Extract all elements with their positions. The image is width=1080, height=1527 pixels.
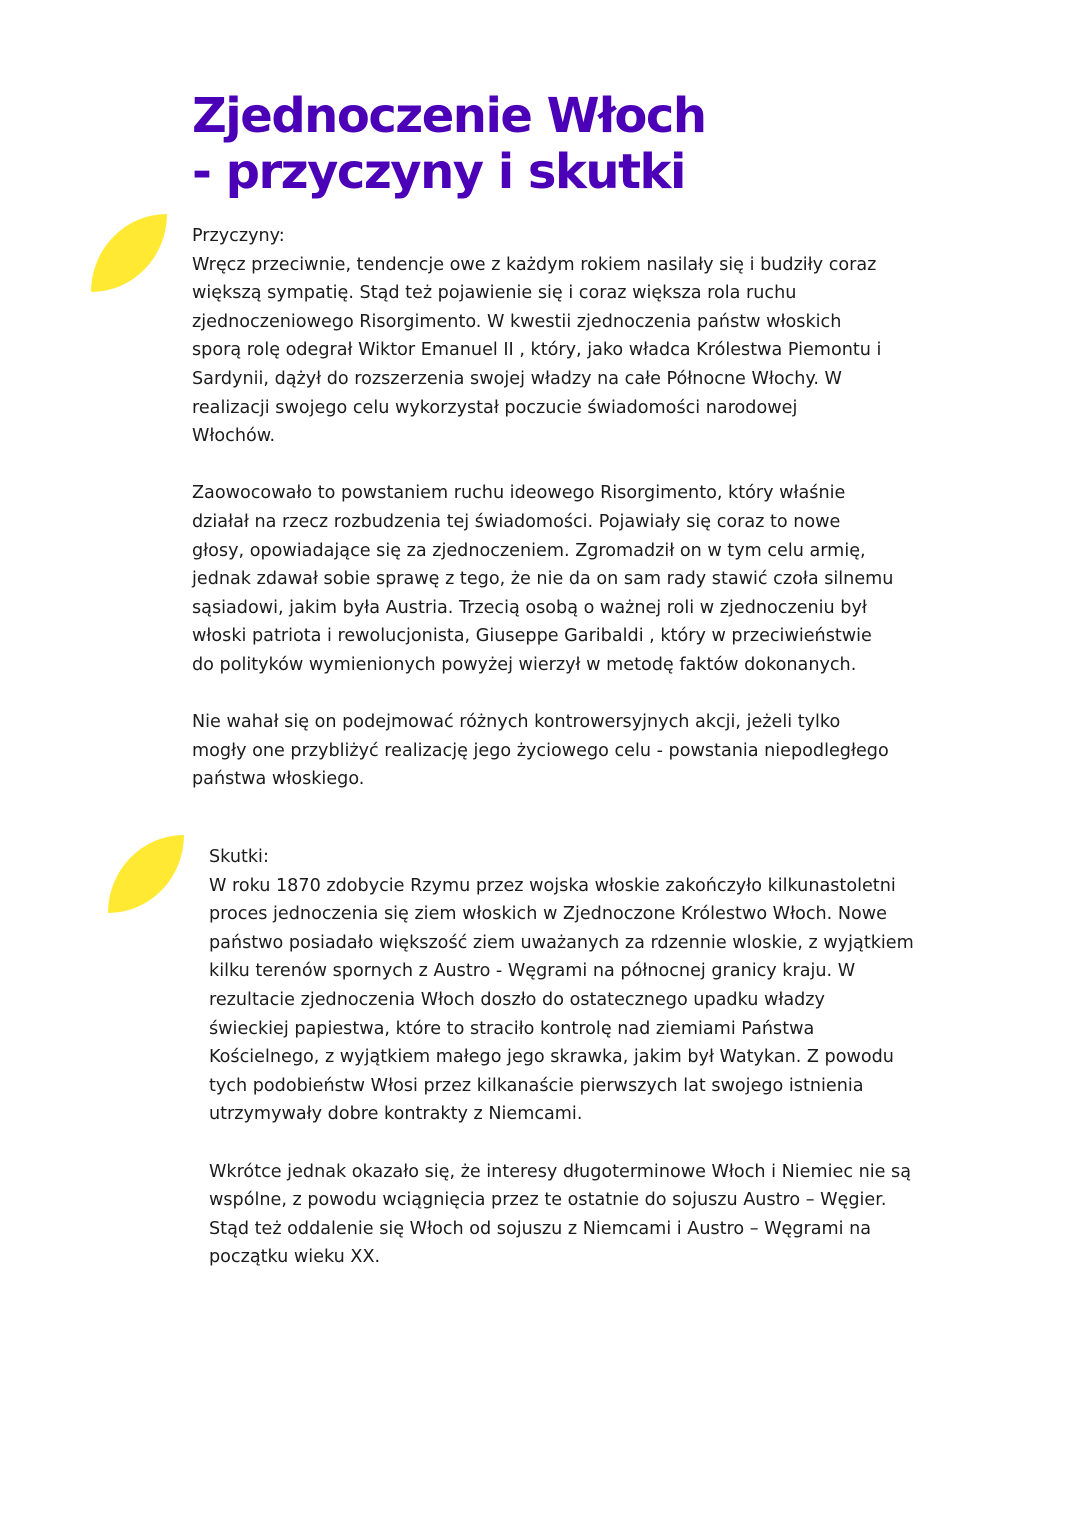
- text-line: proces jednoczenia się ziem włoskich w Zjednoczone Królestwo Włoch. Nowe: [209, 904, 887, 925]
- text-line: Wręcz przeciwnie, tendencje owe z każdym rokiem nasilały się i budziły coraz: [192, 254, 877, 275]
- effects-paragraph-1: [209, 872, 1009, 1129]
- text-line: utrzymywały dobre kontrakty z Niemcami.: [209, 1104, 583, 1125]
- text-line: Wkrótce jednak okazało się, że interesy długoterminowe Włoch i Niemiec nie są: [209, 1161, 911, 1182]
- text-line: Stąd też oddalenie się Włoch od sojuszu z Niemcami i Austro – Węgrami na: [209, 1218, 872, 1239]
- text-line: Zaowocowało to powstaniem ruchu ideowego Risorgimento, który właśnie: [192, 483, 846, 504]
- text-line: wspólne, z powodu wciągnięcia przez te ostatnie do sojuszu Austro – Węgier.: [209, 1190, 887, 1211]
- text-line: Nie wahał się on podejmować różnych kontrowersyjnych akcji, jeżeli tylko: [192, 712, 841, 733]
- causes-paragraph-1: [192, 251, 992, 451]
- text-line: Kościelnego, z wyjątkiem małego jego skrawka, jakim był Watykan. Z powodu: [209, 1047, 894, 1068]
- effects-heading: Skutki:: [209, 847, 269, 867]
- title-line-2: - przyczyny i skutki: [192, 144, 685, 200]
- text-line: głosy, opowiadające się za zjednoczeniem. Zgromadził on w tym celu armię,: [192, 540, 866, 561]
- text-line: kilku terenów spornych z Austro - Węgrami na północnej granicy kraju. W: [209, 961, 856, 982]
- text-line: włoski patriota i rewolucjonista, Giuseppe Garibaldi , który w przeciwieństwie: [192, 626, 872, 647]
- text-line: świeckiej papiestwa, które to straciło kontrolę nad ziemiami Państwa: [209, 1018, 815, 1039]
- text-line: początku wieku XX.: [209, 1247, 381, 1268]
- text-line: sąsiadowi, jakim była Austria. Trzecią osobą o ważnej roli w zjednoczeniu był: [192, 597, 867, 618]
- text-line: Sardynii, dążył do rozszerzenia swojej władzy na całe Północne Włochy. W: [192, 368, 842, 389]
- text-line: do polityków wymienionych powyżej wierzył w metodę faktów dokonanych.: [192, 654, 857, 675]
- text-line: sporą rolę odegrał Wiktor Emanuel II , który, jako władca Królestwa Piemontu i: [192, 340, 882, 361]
- text-line: Włochów.: [192, 426, 276, 447]
- yellow-leaf-decoration-effects: [108, 835, 184, 913]
- title-line-1: Zjednoczenie Włoch: [192, 88, 706, 144]
- text-line: większą sympatię. Stąd też pojawienie się i coraz większa rola ruchu: [192, 283, 797, 304]
- text-line: W roku 1870 zdobycie Rzymu przez wojska włoskie zakończyło kilkunastoletni: [209, 875, 896, 896]
- causes-paragraph-3: [192, 708, 992, 794]
- page-title: [192, 88, 706, 200]
- text-line: zjednoczeniowego Risorgimento. W kwestii zjednoczenia państw włoskich: [192, 311, 842, 332]
- text-line: tych podobieństw Włosi przez kilkanaście pierwszych lat swojego istnienia: [209, 1075, 864, 1096]
- text-line: mogły one przybliżyć realizację jego życiowego celu - powstania niepodległego: [192, 740, 889, 761]
- text-line: państwo posiadało większość ziem uważanych za rdzennie wloskie, z wyjątkiem: [209, 932, 914, 953]
- causes-paragraph-2: [192, 479, 992, 679]
- yellow-leaf-decoration-causes: [91, 214, 167, 292]
- text-line: rezultacie zjednoczenia Włoch doszło do ostatecznego upadku władzy: [209, 989, 825, 1010]
- causes-heading: Przyczyny:: [192, 226, 285, 246]
- text-line: realizacji swojego celu wykorzystał poczucie świadomości narodowej: [192, 397, 798, 418]
- text-line: działał na rzecz rozbudzenia tej świadomości. Pojawiały się coraz to nowe: [192, 511, 841, 532]
- text-line: państwa włoskiego.: [192, 769, 365, 790]
- effects-paragraph-2: [209, 1158, 1009, 1272]
- causes-section: [192, 222, 992, 822]
- text-line: jednak zdawał sobie sprawę z tego, że nie da on sam rady stawić czoła silnemu: [192, 569, 894, 590]
- effects-section: [209, 843, 1009, 1301]
